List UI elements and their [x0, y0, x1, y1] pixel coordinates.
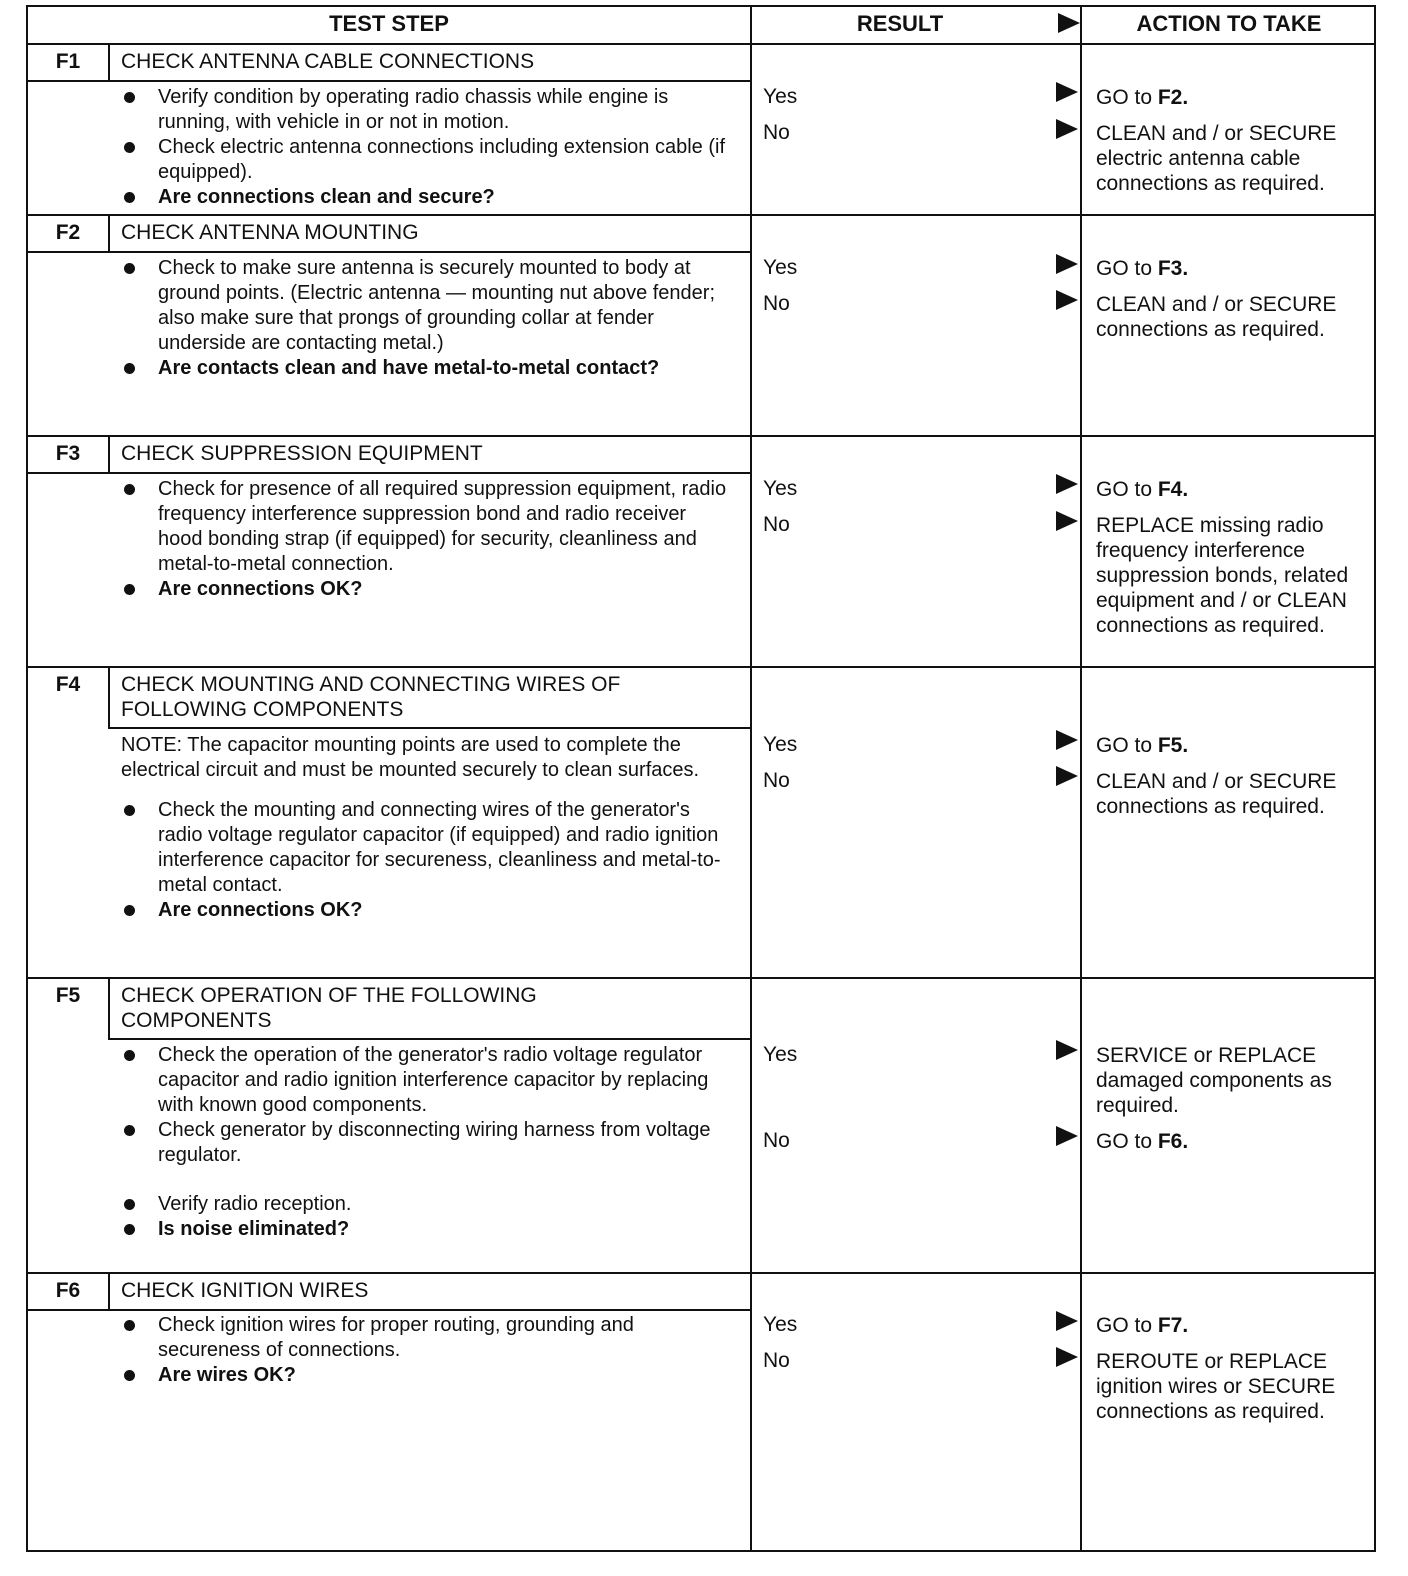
step-id-divider: [108, 977, 110, 1038]
row-divider: [28, 214, 1374, 216]
header-action: ACTION TO TAKE: [1136, 11, 1322, 36]
bullet-item: Check for presence of all required suppression equipment, radio frequency interference suppression bond and radio receiver hood bonding strap (if equipped) for security, cleanliness and metal-to-metal connection.: [121, 477, 731, 577]
action-yes: GO to F3.: [1096, 257, 1189, 280]
row-divider: [28, 1272, 1374, 1274]
diagnostic-table: [26, 5, 1376, 1552]
bullet-question: Are contacts clean and have metal-to-metal contact?: [121, 356, 731, 381]
result-yes: Yes: [763, 733, 798, 756]
spacer: [121, 1168, 731, 1192]
bullet-question: Are wires OK?: [121, 1363, 731, 1388]
title-underline: [28, 251, 750, 253]
step-id-divider: [108, 43, 110, 80]
step-body: [121, 256, 731, 381]
bullet-item: Check the mounting and connecting wires of the generator's radio voltage regulator capacitor (if equipped) and radio ignition interference capacitor for secureness, cleanliness and metal-to-metal contact.: [121, 798, 731, 898]
title-underline: [28, 80, 750, 82]
step-id: F5: [55, 984, 81, 1007]
header-result: RESULT: [856, 11, 944, 36]
step-title: CHECK MOUNTING AND CONNECTING WIRES OF FOLLOWING COMPONENTS: [121, 673, 621, 721]
step-id-divider: [108, 214, 110, 251]
arrow-icon: [1056, 119, 1078, 139]
step-body: [121, 733, 731, 923]
header-divider: [28, 43, 1374, 45]
step-id: F6: [55, 1279, 81, 1302]
result-no: No: [763, 1129, 790, 1152]
title-underline: [28, 1309, 750, 1311]
column-divider-action: [1080, 7, 1082, 1550]
result-no: No: [763, 769, 790, 792]
bullet-item: Check to make sure antenna is securely mounted to body at ground points. (Electric antenna — mounting nut above fender; also make sure that prongs of grounding collar at fender underside are contacting metal.): [121, 256, 731, 356]
bullet-question: Are connections clean and secure?: [121, 185, 731, 210]
step-id: F2: [55, 221, 81, 244]
bullet-question: Are connections OK?: [121, 898, 731, 923]
step-id: F4: [55, 673, 81, 696]
result-yes: Yes: [763, 1043, 798, 1066]
action-no: REPLACE missing radio frequency interference suppression bonds, related equipment and / or CLEAN connections as required.: [1096, 514, 1349, 637]
header-test-step: TEST STEP: [329, 11, 449, 36]
bullet-item: Check the operation of the generator's radio voltage regulator capacitor and radio ignition interference capacitor by replacing with known good components.: [121, 1043, 731, 1118]
result-no: No: [763, 513, 790, 536]
row-divider: [28, 435, 1374, 437]
step-id: F1: [55, 50, 81, 73]
bullet-item: Check ignition wires for proper routing, grounding and secureness of connections.: [121, 1313, 731, 1363]
bullet-item: Verify radio reception.: [121, 1192, 731, 1217]
bullet-item: Check electric antenna connections including extension cable (if equipped).: [121, 135, 731, 185]
title-underline: [108, 1038, 750, 1040]
header-arrow-icon: [1058, 13, 1080, 33]
row-divider: [28, 977, 1374, 979]
step-title: CHECK IGNITION WIRES: [121, 1279, 369, 1302]
action-yes: GO to F5.: [1096, 734, 1189, 757]
bullet-question: Are connections OK?: [121, 577, 731, 602]
result-no: No: [763, 1349, 790, 1372]
result-yes: Yes: [763, 256, 798, 279]
step-body: [121, 477, 731, 602]
action-no: GO to F6.: [1096, 1130, 1189, 1153]
step-id-divider: [108, 666, 110, 727]
step-id-divider: [108, 435, 110, 472]
title-underline: [108, 727, 750, 729]
step-body: [121, 85, 731, 210]
action-yes: GO to F7.: [1096, 1314, 1189, 1337]
action-yes: GO to F4.: [1096, 478, 1189, 501]
row-divider: [28, 666, 1374, 668]
arrow-icon: [1056, 730, 1078, 750]
arrow-icon: [1056, 290, 1078, 310]
arrow-icon: [1056, 254, 1078, 274]
arrow-icon: [1056, 1347, 1078, 1367]
title-underline: [28, 472, 750, 474]
bullet-question: Is noise eliminated?: [121, 1217, 731, 1242]
step-title: CHECK ANTENNA MOUNTING: [121, 221, 419, 244]
step-note: NOTE: The capacitor mounting points are used to complete the electrical circuit and must be mounted securely to clean surfaces.: [121, 734, 700, 781]
step-title: CHECK SUPPRESSION EQUIPMENT: [121, 442, 483, 465]
result-no: No: [763, 292, 790, 315]
result-no: No: [763, 121, 790, 144]
action-no: CLEAN and / or SECURE connections as required.: [1096, 293, 1337, 341]
result-yes: Yes: [763, 1313, 798, 1336]
action-yes: SERVICE or REPLACE damaged components as required.: [1096, 1044, 1332, 1117]
action-yes: GO to F2.: [1096, 86, 1189, 109]
step-title: CHECK ANTENNA CABLE CONNECTIONS: [121, 50, 535, 73]
step-body: [121, 1043, 731, 1242]
action-no: CLEAN and / or SECURE connections as required.: [1096, 770, 1337, 818]
bullet-item: Verify condition by operating radio chassis while engine is running, with vehicle in or not in motion.: [121, 85, 731, 135]
step-body: [121, 1313, 731, 1388]
step-id-divider: [108, 1272, 110, 1309]
column-divider-result: [750, 7, 752, 1550]
arrow-icon: [1056, 511, 1078, 531]
result-yes: Yes: [763, 85, 798, 108]
action-no: CLEAN and / or SECURE electric antenna cable connections as required.: [1096, 122, 1337, 195]
bullet-item: Check generator by disconnecting wiring harness from voltage regulator.: [121, 1118, 731, 1168]
arrow-icon: [1056, 82, 1078, 102]
action-no: REROUTE or REPLACE ignition wires or SECURE connections as required.: [1096, 1350, 1336, 1423]
arrow-icon: [1056, 766, 1078, 786]
arrow-icon: [1056, 1311, 1078, 1331]
step-title: CHECK OPERATION OF THE FOLLOWING COMPONENTS: [121, 984, 537, 1032]
arrow-icon: [1056, 1040, 1078, 1060]
step-id: F3: [55, 442, 81, 465]
result-yes: Yes: [763, 477, 798, 500]
arrow-icon: [1056, 1126, 1078, 1146]
arrow-icon: [1056, 474, 1078, 494]
